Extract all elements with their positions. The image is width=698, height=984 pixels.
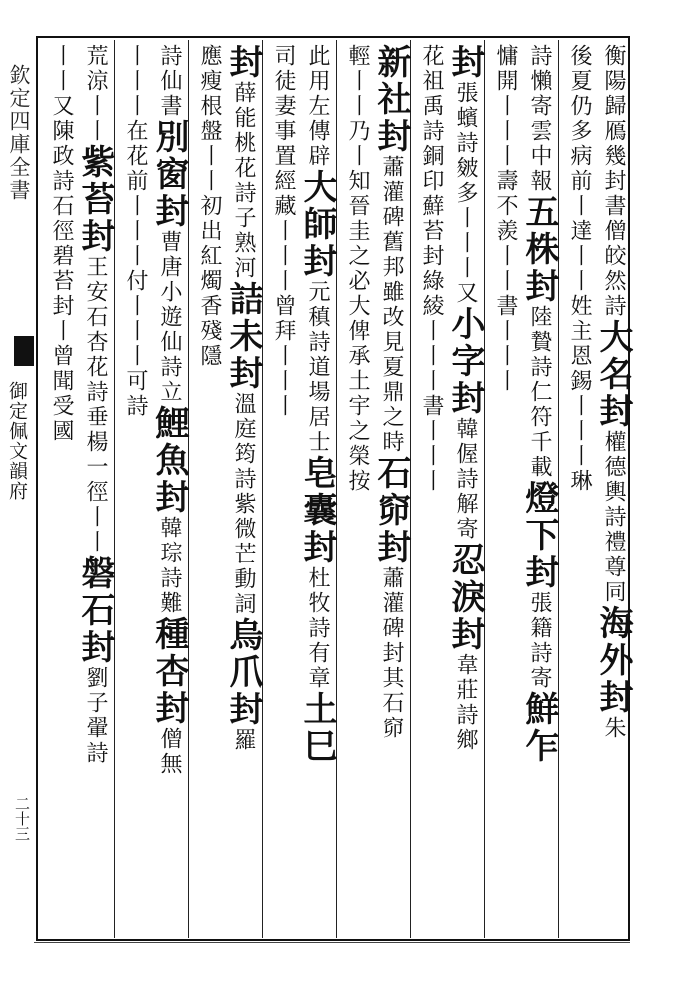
annotation-text: 書丨丨丨 xyxy=(419,394,444,494)
annotation-text: 丨丨 xyxy=(49,44,74,94)
annotation-text: 薛能桃花詩子熟河 xyxy=(231,81,256,281)
annotation-text: 衡陽歸鴈幾封書僧皎然詩 xyxy=(601,44,626,319)
text-column xyxy=(190,44,224,934)
annotation-text: 溫庭筠詩紫微芒動詞 xyxy=(231,392,256,617)
text-column xyxy=(42,44,76,934)
column-rule xyxy=(484,40,485,938)
annotation-text: 張蠙詩皴多丨丨丨又 xyxy=(453,81,478,306)
headword: 詰未封 xyxy=(223,281,263,392)
annotation-text: 荒涼丨丨 xyxy=(83,44,108,144)
annotation-text: 曾拜丨丨丨 xyxy=(271,294,296,419)
headword: 封 xyxy=(445,44,485,81)
text-column xyxy=(486,44,520,934)
text-column xyxy=(338,44,372,934)
headword: 大師封 xyxy=(297,169,337,280)
text-column xyxy=(223,44,263,934)
annotation-text: 蕭灌碑封其石窌 xyxy=(379,566,404,741)
annotation-text: 綠綾丨丨丨 xyxy=(419,269,444,394)
annotation-text: 詩懶寄雲中報 xyxy=(527,44,552,194)
annotation-text: 可詩 xyxy=(123,369,148,419)
headword: 燈下封 xyxy=(519,480,559,591)
page-number: 二十三 xyxy=(13,796,31,841)
annotation-text: 韓琮詩難 xyxy=(157,516,182,616)
headword: 別窗封 xyxy=(149,119,189,230)
headword: 五株封 xyxy=(519,194,559,305)
headword: 種杏封 xyxy=(149,616,189,727)
headword: 大名封 xyxy=(593,319,633,430)
annotation-text: 杜牧詩有章 xyxy=(305,566,330,691)
annotation-text: 琳 xyxy=(567,469,592,494)
headword: 磐石封 xyxy=(75,555,115,666)
annotation-text: 俾承土宇之榮按 xyxy=(345,319,370,494)
headword: 石窌封 xyxy=(371,455,411,566)
text-column xyxy=(445,44,485,934)
annotation-text: 輕丨丨乃丨知晉圭之必大 xyxy=(345,44,370,319)
annotation-text: 羅 xyxy=(231,728,256,753)
annotation-text: 王安石杏花詩垂楊一徑丨丨 xyxy=(83,255,108,555)
headword: 土巳 xyxy=(297,691,337,765)
text-column xyxy=(264,44,298,934)
annotation-text: 韋莊詩鄉 xyxy=(453,653,478,753)
fishtail-mark xyxy=(14,336,34,366)
headword: 封 xyxy=(223,44,263,81)
headword: 海外封 xyxy=(593,605,633,716)
headword: 忍淚封 xyxy=(445,542,485,653)
annotation-text: 權德輿詩禮尊同 xyxy=(601,430,626,605)
annotation-text: 在花前丨丨丨 xyxy=(123,119,148,269)
annotation-text: 陸贄詩仁符千載 xyxy=(527,305,552,480)
annotation-text: 蕭灌碑舊邦雖改見夏鼎之時 xyxy=(379,155,404,455)
annotation-text: 初出紅燭香殘 xyxy=(197,194,222,344)
page-margin xyxy=(0,36,34,941)
text-column xyxy=(412,44,446,934)
annotation-text: 隱 xyxy=(197,344,222,369)
text-column xyxy=(75,44,115,934)
annotation-text: 僧無 xyxy=(157,727,182,777)
annotation-text: 應瘦根盤丨丨 xyxy=(197,44,222,194)
text-column xyxy=(116,44,150,934)
text-column xyxy=(593,44,633,934)
book-title: 御定佩文韻府 xyxy=(6,381,28,501)
headword: 皂囊封 xyxy=(297,455,337,566)
annotation-text: 司徒妻事 xyxy=(271,44,296,144)
annotation-text: 此用左傳辟 xyxy=(305,44,330,169)
collection-title: 欽定四庫全書 xyxy=(7,64,31,202)
headword: 鯉魚封 xyxy=(149,405,189,516)
headword: 新社封 xyxy=(371,44,411,155)
annotation-text: 付丨丨丨 xyxy=(123,269,148,369)
annotation-text: 曹唐小遊仙詩立 xyxy=(157,230,182,405)
text-column xyxy=(371,44,411,934)
text-column xyxy=(519,44,559,934)
headword: 鮮乍 xyxy=(519,691,559,765)
annotation-text: 張籍詩寄 xyxy=(527,591,552,691)
annotation-text: 丨曾聞受國 xyxy=(49,319,74,444)
headword: 小字封 xyxy=(445,306,485,417)
annotation-text: 姓主恩錫丨丨丨 xyxy=(567,294,592,469)
annotation-text: 劉子翬詩 xyxy=(83,666,108,766)
annotation-text: 丨丨丨 xyxy=(123,44,148,119)
annotation-text: 又陳政詩石徑碧苔封 xyxy=(49,94,74,319)
headword: 烏爪封 xyxy=(223,617,263,728)
annotation-text: 置經藏丨丨丨 xyxy=(271,144,296,294)
text-column xyxy=(149,44,189,934)
column-rule xyxy=(262,40,263,938)
bottom-rule xyxy=(34,942,630,946)
annotation-text: 元稹詩道場居士 xyxy=(305,280,330,455)
text-column xyxy=(560,44,594,934)
annotation-text: 韓偓詩解寄 xyxy=(453,417,478,542)
headword: 紫苔封 xyxy=(75,144,115,255)
annotation-text: 後夏仍多病前丨達丨丨 xyxy=(567,44,592,294)
annotation-text: 朱 xyxy=(601,716,626,741)
annotation-text: 詩仙書 xyxy=(157,44,182,119)
annotation-text: 慵開丨丨丨 xyxy=(493,44,518,169)
text-column xyxy=(297,44,337,934)
annotation-text: 書丨丨丨 xyxy=(493,294,518,394)
annotation-text: 花祖禹詩銅印蘚苔封 xyxy=(419,44,444,269)
annotation-text: 壽不羨丨丨 xyxy=(493,169,518,294)
